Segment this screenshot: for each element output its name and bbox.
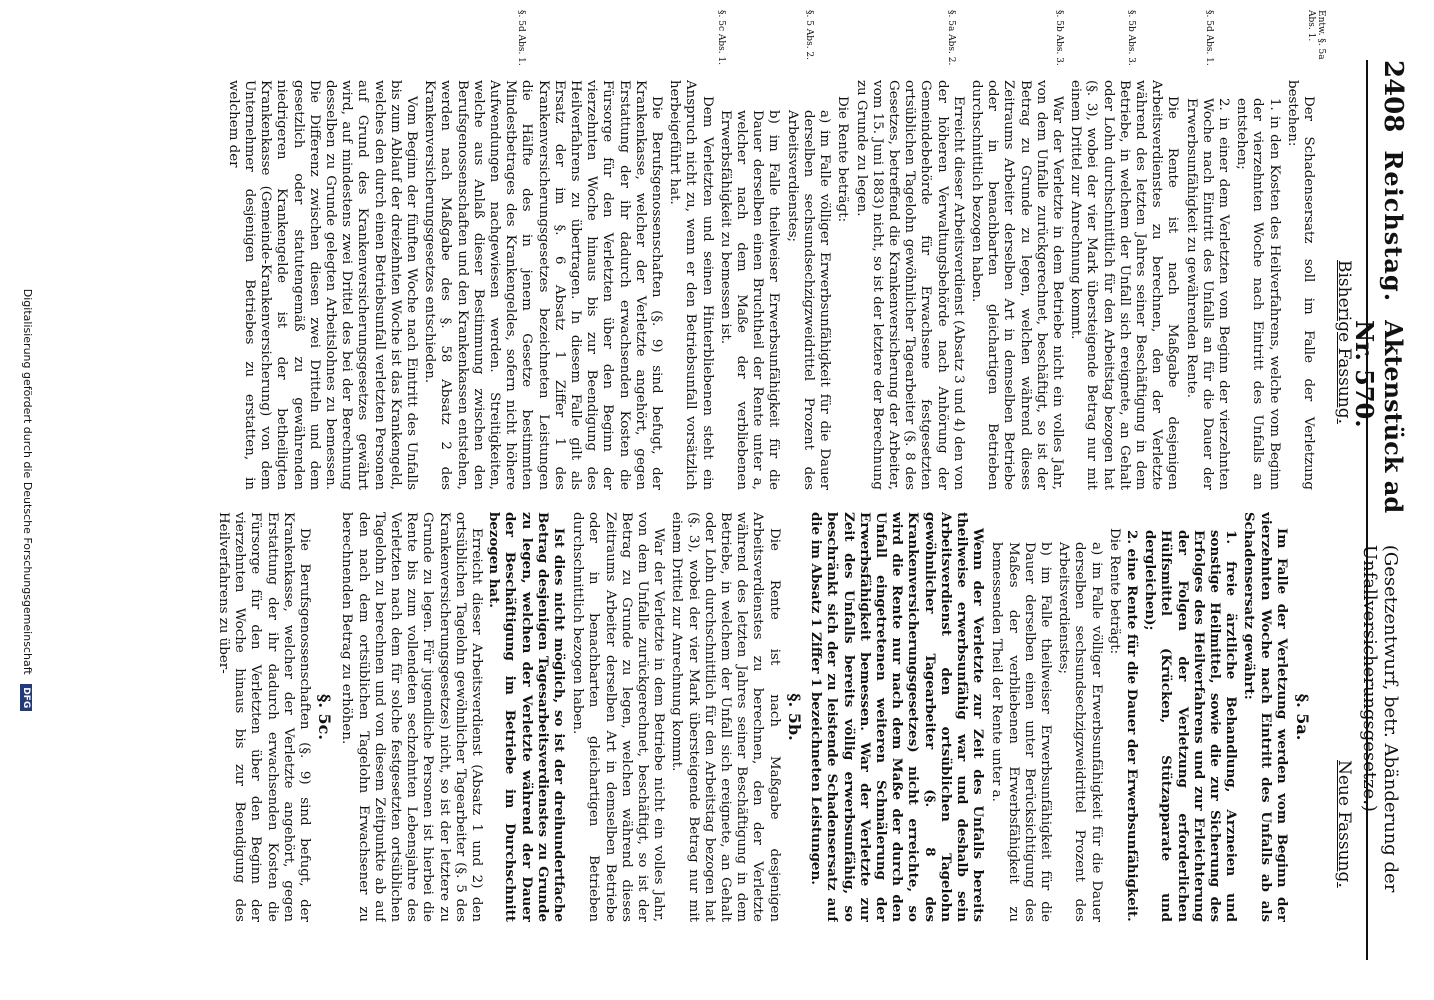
- list-item: 1. in den Kosten des Heilverfahrens, welche vom Beginn der vierzehnten Woche nach Eintritt des Unfalls an entstehen;: [1234, 98, 1282, 490]
- margin-note: §. 5a Abs. 2.: [946, 10, 956, 66]
- margin-note: §. 5 Abs. 2.: [804, 10, 814, 60]
- page-number: 2408: [1378, 60, 1408, 133]
- list-item: 1. freie ärztliche Behandlung, Arzneien und sonstige Heilmittel, sowie die zur Sicherung des Erfolges des Heilverfahrens und zur Erleichterung der Folgen der Verletzung erforderlichen Hülfsmittel (Krücken, Stützapparate und dergleichen);: [1142, 530, 1240, 922]
- margin-note: §. 5b Abs. 3.: [1054, 10, 1064, 66]
- paragraph: Die Rente ist nach Maßgabe desjenigen Arbeitsverdienstes zu berechnen, den der Verletzte während des letzten Jahres seiner Beschäftigung in dem Betriebe, in welchem der Unfall sich ereignete, an Gehalt oder Lohn durchschnittlich für den Arbeitstag bezogen hat (§. 3), wobei der vier Mark übersteigende Betrag nur mit einem Drittel zur Anrechnung kommt.: [669, 512, 782, 922]
- margin-note: §. 5d Abs. 1.: [516, 10, 526, 66]
- paragraph: Die Rente beträgt:: [835, 96, 851, 223]
- paragraph: Erreicht dieser Arbeitsverdienst (Absatz 1 und 2) den ortsüblichen Tagelohn gewöhnlicher Tagearbeiter (§. 5 des Krankenversicherungsgesetzes) nicht, so ist der letztere zu Grunde zu legen. Für jugendliche Personen ist hierbei die Rente bis zum vollendeten sechzehnten Lebensjahre des Verletzten nach dem für solche festgesetzten ortsüblichen Tagelohn zu berechnen und von diesem Zeitpunkte ab auf den nach dem ortsüblichen Tagelohn Erwachsener zu berechnenden Betrag zu erhöhen.: [339, 512, 485, 922]
- paragraph: Dem Verletzten und seinen Hinterbliebenen steht ein Anspruch nicht zu, wenn er den Betriebsunfall vorsätzlich herbeigeführt hat.: [667, 80, 715, 490]
- paragraph: Vom Beginn der fünften Woche nach Eintritt des Unfalls bis zum Ablauf der dreizehnten Woche ist das Krankengeld, welches den durch einen Betriebsunfall verletzten Personen auf Grund des Krankenversicherungsgesetzes gewährt wird, auf mindestens zwei Drittel des bei der Berechnung desselben zu Grunde gelegten Arbeitslohnes zu bemessen. Die Differenz zwischen diesen zwei Dritteln und dem gesetzlich oder statutengemäß zu gewährenden niedrigeren Krankengelde ist der betheiligten Krankenkasse (Gemeinde-Krankenversicherung) von dem Unternehmer desjenigen Betriebes zu erstatten, in welchem der: [225, 80, 420, 490]
- margin-note: Entw. §. 5a Abs. 1.: [1306, 10, 1326, 60]
- paragraph: Die Rente beträgt:: [1106, 528, 1122, 655]
- paragraph: Erreicht dieser Arbeitsverdienst (Absatz 3 und 4) den von der höheren Verwaltungsbehörde nach Anhörung der Gemeindebehörde für Erwachsene festgesetzten ortsüblichen Tagelohn gewöhnlicher Tagearbeiter (§. 8 des Gesetzes, betreffend die Krankenversicherung der Arbeiter, vom 15. Juni 1883) nicht, so ist der letztere der Berechnung zu Grunde zu legen.: [853, 80, 966, 490]
- section-heading: §. 5c.: [315, 694, 335, 740]
- list-item: b) im Falle theilweiser Erwerbsunfähigkeit für die Dauer derselben einen unter Berücksichtigung des Maßes der verbliebenen Erwerbsfähigkeit zu bemessenden Theil der Rente unter a.: [989, 542, 1053, 922]
- paragraph: Die Berufsgenossenschaften (§. 9) sind befugt, der Krankenkasse, welcher der Verletzte angehört, gegen Erstattung der ihr dadurch erwachsenden Kosten die Fürsorge für den Verletzten über den Beginn der vierzehnten Woche hinaus bis zur Beendigung des Heilverfahrens zu über-: [216, 512, 313, 922]
- paragraph: Ist dies nicht möglich, so ist der dreihundertfache Betrag desjenigen Tagesarbeitsverdienstes zu Grunde zu legen, welchen der Verletzte während der Dauer der Beschäftigung im Betriebe im Durchschnitt bezogen hat.: [486, 512, 568, 922]
- section-heading: §. 5a.: [1293, 693, 1312, 741]
- paragraph: Die Berufsgenossenschaften (§. 9) sind befugt, der Krankenkasse, welcher der Verletzte angehört, gegen Erstattung der ihr dadurch erwachsenden Kosten die Fürsorge für den Verletzten über den Beginn der vierzehnten Woche hinaus bis zur Beendigung des Heilverfahrens zu übertragen. In diesem Falle gilt als Ersatz der im §. 6 Absatz 1 Ziffer 1 des Krankenversicherungsgesetzes bezeichneten Leistungen die Hälfte des in jenem Gesetze bestimmten Mindestbetrages des Krankengeldes, sofern nicht höhere Aufwendungen nachgewiesen werden. Streitigkeiten, welche aus Anlaß dieser Bestimmung zwischen den Berufsgenossenschaften und den Krankenkassen entstehen, werden nach Maßgabe des §. 58 Absatz 2 des Krankenversicherungsgesetzes entschieden.: [422, 80, 665, 490]
- left-column-old-version: [156, 80, 1316, 490]
- right-column-new-version: [156, 512, 1316, 922]
- paragraph: Wenn der Verletzte zur Zeit des Unfalls bereits theilweise erwerbsunfähig war und deshalb sein Arbeitsverdienst den ortsüblichen Tagelohn gewöhnlicher Tagearbeiter (§. 8 des Krankenversicherungsgesetzes) nicht erreichte, so wird die Rente nur nach dem Maße der durch den Unfall eingetretenen weiteren Schmälerung der Erwerbsfähigkeit bemessen. War der Verletzte zur Zeit des Unfalls bereits völlig erwerbsunfähig, so beschränkt sich der zu leistende Schadensersatz auf die im Absatz 1 Ziffer 1 bezeichneten Leistungen.: [808, 512, 987, 922]
- funding-note: Digitalisierung gefördert durch die Deutsche Forschungsgemeinschaft: [21, 288, 34, 675]
- publication-title: Reichstag.: [1379, 150, 1408, 303]
- paragraph: Der Schadensersatz soll im Falle der Verletzung bestehen:: [1284, 80, 1316, 490]
- margin-notes: [126, 10, 1326, 76]
- dfg-logo: DFG: [20, 684, 32, 711]
- annex-title: Aktenstück ad Nr. 570.: [1350, 320, 1408, 514]
- paragraph: Die Rente ist nach Maßgabe desjenigen Arbeitsverdienstes zu berechnen, den der Verletzte während des letzten Jahres seiner Beschäftigung in dem Betriebe, in welchem der Unfall sich ereignete, an Gehalt oder Lohn durchschnittlich für den Arbeitstag bezogen hat (§. 3), wobei der vier Mark übersteigende Betrag nur mit einem Drittel zur Anrechnung kommt.: [1068, 80, 1181, 490]
- margin-note: §. 5b Abs. 3.: [1126, 10, 1136, 66]
- paragraph: War der Verletzte in dem Betriebe nicht ein volles Jahr, von dem Unfalle zurückgerechnet, beschäftigt, so ist der Betrag zu Grunde zu legen, welchen während dieses Zeitraums Arbeiter derselben Art in demselben Betriebe oder in benachbarten gleichartigen Betrieben durchschnittlich bezogen haben.: [570, 512, 667, 922]
- paragraph: Im Falle der Verletzung werden vom Beginn der vierzehnten Woche nach Eintritt des Unfalls ab als Schadensersatz gewährt:: [1241, 512, 1290, 922]
- right-column-heading: Neue Fassung.: [1334, 760, 1354, 888]
- left-column-heading: Bisherige Fassung.: [1334, 260, 1354, 424]
- margin-note: §. 5d Abs. 1.: [1204, 10, 1214, 66]
- digitization-footer: [20, 0, 34, 1000]
- list-item: 2. eine Rente für die Dauer der Erwerbsunfähigkeit.: [1123, 530, 1140, 922]
- page-header: [1350, 60, 1408, 960]
- section-heading: §. 5b.: [784, 693, 804, 741]
- header-subtitle: (Gesetzentwurf, betr. Abänderung der Unfallversicherungsgesetze.): [1359, 544, 1401, 893]
- list-item: b) im Falle theilweiser Erwerbsunfähigkeit für die Dauer derselben einen Bruchtheil der Rente unter a, welcher nach dem Maße der verbliebenen Erwerbsfähigkeit zu bemessen ist.: [717, 110, 782, 490]
- list-item: 2. in einer dem Verletzten vom Beginn der vierzehnten Woche nach Eintritt des Unfalls an für die Dauer der Erwerbsunfähigkeit zu gewährenden Rente.: [1183, 98, 1231, 490]
- list-item: a) im Falle völliger Erwerbsunfähigkeit für die Dauer derselben sechsundsechzigzweidrittel Prozent des Arbeitsverdienstes;: [784, 110, 833, 490]
- list-item: a) im Falle völliger Erwerbsunfähigkeit für die Dauer derselben sechsundsechzigzweidrittel Prozent des Arbeitsverdienstes;: [1056, 542, 1104, 922]
- paragraph: War der Verletzte in dem Betriebe nicht ein volles Jahr, von dem Unfalle zurückgerechnet, beschäftigt, so ist der Betrag zu Grunde zu legen, welchen während dieses Zeitraums Arbeiter derselben Art in demselben Betriebe oder in benachbarten gleichartigen Betrieben durchschnittlich bezogen haben.: [968, 80, 1065, 490]
- margin-note: §. 5c Abs. 1.: [716, 10, 726, 66]
